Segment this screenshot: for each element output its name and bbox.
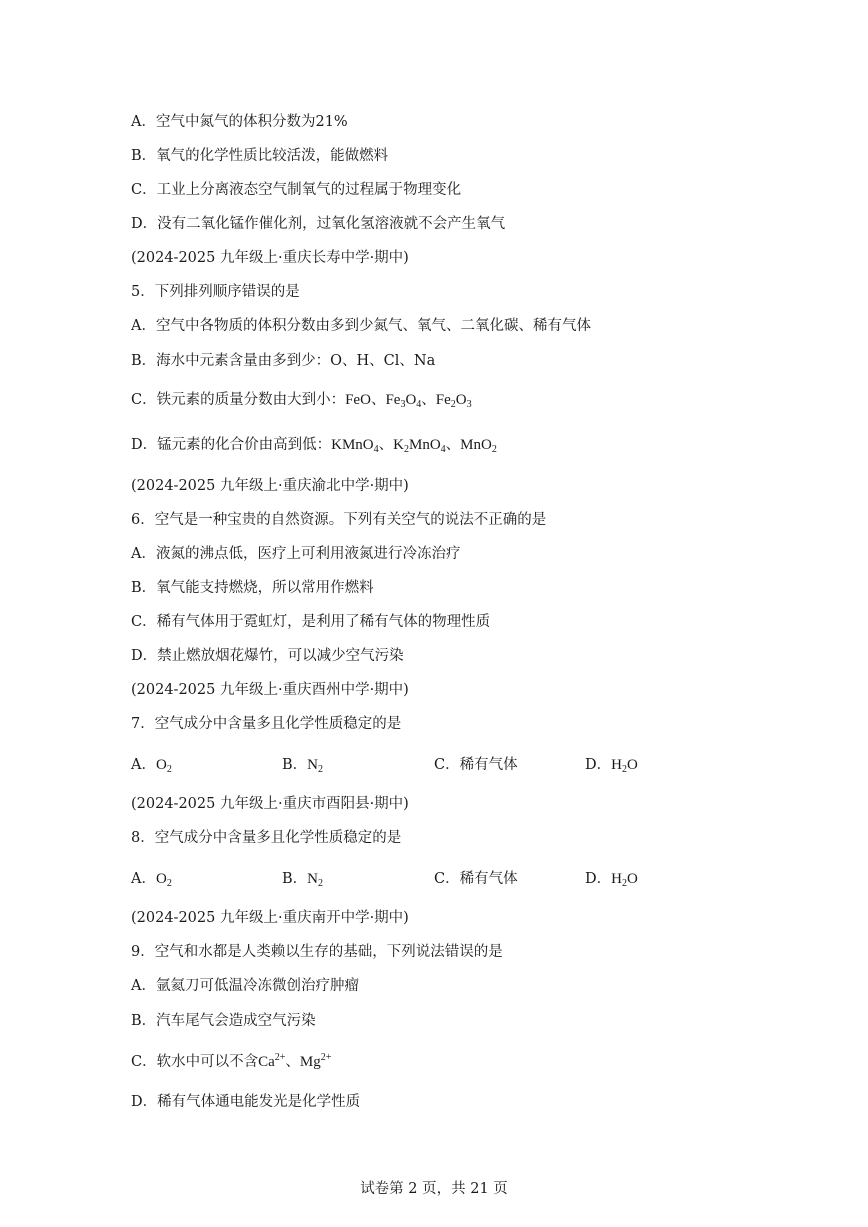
- q4-option-c: C．工业上分离液态空气制氧气的过程属于物理变化: [131, 182, 462, 198]
- q7-option-a: A．$O_2$: [131, 757, 172, 775]
- q7-stem: 7．空气成分中含量多且化学性质稳定的是: [131, 716, 402, 732]
- formula-mno2: MnO$_2$: [460, 437, 497, 455]
- q6-stem: 6．空气是一种宝贵的自然资源。下列有关空气的说法不正确的是: [131, 512, 547, 528]
- q4-option-b: B．氧气的化学性质比较活泼，能做燃料: [131, 148, 389, 164]
- q4-option-a: A．空气中氮气的体积分数为21%: [131, 114, 348, 130]
- q5-option-c: C．铁元素的质量分数由大到小：FeO、$Fe_3O_4$、$Fe_2O_3$: [131, 392, 472, 410]
- q5-option-b: B．海水中元素含量由多到少：O、H、Cl、Na: [131, 353, 436, 369]
- q6-source: (2024-2025 九年级上·重庆渝北中学·期中): [131, 478, 409, 494]
- q7-option-c: C．稀有气体: [434, 757, 518, 773]
- q9-source: (2024-2025 九年级上·重庆南开中学·期中): [131, 910, 409, 926]
- q8-stem: 8．空气成分中含量多且化学性质稳定的是: [131, 830, 402, 846]
- q9-stem: 9．空气和水都是人类赖以生存的基础，下列说法错误的是: [131, 944, 503, 960]
- q5-option-c-text: C．铁元素的质量分数由大到小：: [131, 392, 346, 408]
- q6-option-d: D．禁止燃放烟花爆竹，可以减少空气污染: [131, 648, 404, 664]
- q5-option-a: A．空气中各物质的体积分数由多到少氮气、氧气、二氧化碳、稀有气体: [131, 318, 591, 334]
- q6-option-a: A．液氮的沸点低，医疗上可利用液氮进行冷冻治疗: [131, 546, 461, 562]
- q5-option-d: D．锰元素的化合价由高到低：KMnO$_4$、$K_2MnO_4$、MnO$_2$: [131, 437, 497, 455]
- q5-source: (2024-2025 九年级上·重庆长寿中学·期中): [131, 250, 409, 266]
- formula-feo: FeO: [345, 392, 371, 408]
- q9-option-b: B．汽车尾气会造成空气污染: [131, 1013, 316, 1029]
- formula-fe2o3: $Fe_2O_3$: [435, 392, 472, 410]
- q6-option-c: C．稀有气体用于霓虹灯，是利用了稀有气体的物理性质: [131, 614, 491, 630]
- formula-k2mno4: $K_2MnO_4$: [393, 437, 446, 455]
- ion-magnesium: $Mg^{2+}$: [299, 1052, 332, 1070]
- page-footer: 试卷第 2 页，共 21 页: [360, 1181, 508, 1197]
- q8-option-b: B．$N_2$: [282, 871, 323, 889]
- ion-calcium: $Ca^{2+}$: [258, 1052, 286, 1070]
- q7-option-d: D．$H_2O$: [585, 757, 638, 775]
- q8-source: (2024-2025 九年级上·重庆市酉阳县·期中): [131, 796, 409, 812]
- q9-option-c-text: C．软水中可以不含: [131, 1054, 259, 1070]
- q7-source: (2024-2025 九年级上·重庆酉州中学·期中): [131, 682, 409, 698]
- q9-option-a: A．氩氦刀可低温冷冻微创治疗肿瘤: [131, 978, 359, 994]
- formula-kmno4: KMnO$_4$: [331, 437, 379, 455]
- q6-option-b: B．氧气能支持燃烧，所以常用作燃料: [131, 580, 374, 596]
- q8-option-d: D．$H_2O$: [585, 871, 638, 889]
- q5-option-d-text: D．锰元素的化合价由高到低：: [131, 437, 332, 453]
- q8-option-a: A．$O_2$: [131, 871, 172, 889]
- formula-fe3o4: $Fe_3O_4$: [385, 392, 422, 410]
- q4-option-d: D．没有二氧化锰作催化剂，过氧化氢溶液就不会产生氧气: [131, 216, 506, 232]
- q9-option-d: D．稀有气体通电能发光是化学性质: [131, 1094, 361, 1110]
- q8-option-c: C．稀有气体: [434, 871, 518, 887]
- q5-stem: 5．下列排列顺序错误的是: [131, 284, 300, 300]
- q9-option-c: C．软水中可以不含$Ca^{2+}$、$Mg^{2+}$: [131, 1052, 332, 1070]
- q7-option-b: B．$N_2$: [282, 757, 323, 775]
